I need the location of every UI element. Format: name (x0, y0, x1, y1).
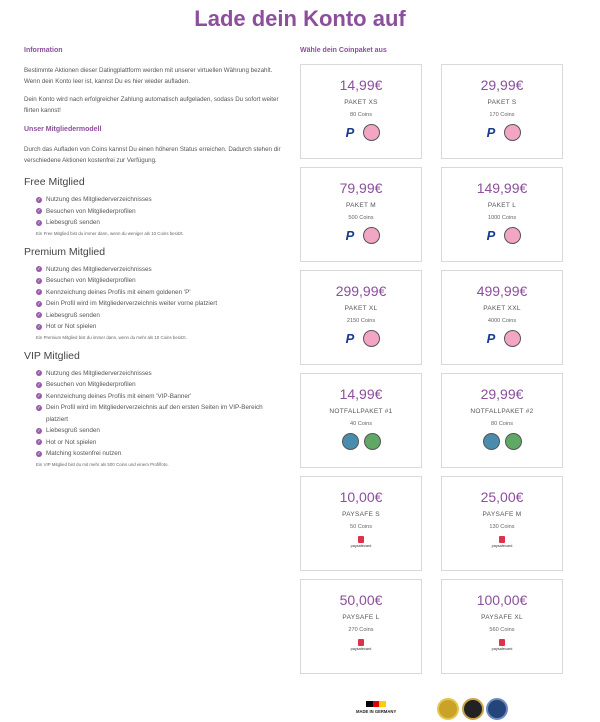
paypal-glyph: P (345, 124, 355, 140)
check-circle-icon: ✓ (37, 439, 41, 444)
package-card[interactable] (441, 64, 563, 159)
check-circle-icon: ✓ (37, 277, 41, 283)
paypal-glyph: P (486, 227, 496, 243)
tier-title: Free Mitglied (24, 176, 85, 188)
tier-feature-label: Hot or Not spielen (46, 438, 97, 446)
tier-feature-label: Nutzung des Mitgliederverzeichnisses (46, 196, 152, 203)
check-circle-icon: ✓ (37, 404, 41, 410)
payment-methods (301, 433, 421, 450)
paysafecard-button[interactable] (442, 536, 562, 548)
lock-icon (358, 639, 364, 646)
paypal-icon[interactable] (483, 330, 499, 346)
tier-feature (36, 448, 286, 460)
check-circle-icon: ✓ (37, 300, 41, 306)
globe-phone-icon[interactable] (342, 433, 359, 450)
paysafecard-button[interactable] (301, 536, 421, 548)
package-card[interactable] (300, 579, 422, 674)
tier-feature (36, 206, 286, 218)
package-coins: 170 Coins (489, 112, 515, 118)
package-coins: 270 Coins (348, 627, 374, 633)
package-card[interactable] (441, 476, 563, 571)
package-price: 50,00€ (339, 592, 383, 608)
check-circle-icon: ✓ (37, 427, 41, 433)
package-coins: 50 Coins (349, 524, 373, 530)
paypal-icon[interactable] (342, 124, 358, 140)
globe-phone-icon[interactable] (483, 433, 500, 450)
tier-feature (36, 321, 286, 333)
package-coins: 500 Coins (348, 215, 374, 221)
card-payment-icon[interactable] (504, 227, 521, 244)
tier-feature-label: Hot or Not spielen (46, 323, 97, 330)
card-payment-icon[interactable] (363, 330, 380, 347)
package-name: NOTFALLPAKET #2 (470, 408, 534, 415)
check-circle-icon: ✓ (37, 289, 41, 294)
tier-feature (36, 391, 286, 403)
tier-note: Ein Premium Mitglied bist du immer dann, wenn du mehr als 10 Coins besitzt. (36, 334, 187, 340)
paypal-icon[interactable] (483, 227, 499, 243)
package-coins: 40 Coins (349, 421, 373, 427)
tier-feature-label: Nutzung des Mitgliederverzeichnisses (46, 265, 152, 273)
package-name: PAYSAFE XL (481, 614, 523, 621)
package-price: 10,00€ (339, 489, 383, 505)
made-in-germany-label: MADE IN GERMANY (356, 709, 397, 714)
tier-feature (36, 437, 286, 449)
package-card[interactable] (441, 270, 563, 365)
paysafecard-button[interactable] (301, 639, 421, 651)
card-payment-icon[interactable] (363, 124, 380, 141)
package-price: 14,99€ (339, 386, 383, 402)
tier-feature (36, 264, 286, 276)
package-coins: 560 Coins (489, 627, 515, 633)
model-paragraph: Durch das Aufladen von Coins kannst Du einen höheren Status erreichen. Dadurch stehen dir verschiedene Aktionen kostenfrei zur Verfügung. (24, 146, 281, 164)
tier-feature-label: Besuchen von Mitgliederprofilen (46, 381, 136, 388)
ssl-badge-icon (462, 698, 484, 720)
payment-methods (301, 330, 421, 347)
tier-feature (36, 275, 286, 287)
tier-title: VIP Mitglied (24, 349, 80, 362)
package-coins: 4000 Coins (487, 318, 517, 324)
payment-methods (442, 330, 562, 347)
package-coins: 2150 Coins (346, 318, 376, 324)
package-price: 149,99€ (476, 180, 528, 196)
payment-methods (301, 227, 421, 244)
package-coins: 80 Coins (349, 112, 373, 118)
payment-methods (301, 124, 421, 141)
card-payment-icon[interactable] (363, 227, 380, 244)
package-card[interactable] (300, 373, 422, 468)
paysafecard-label: paysafecard (491, 647, 513, 651)
tier-note: Ein Free Mitglied bist du immer dann, wenn du weniger als 10 Coins besitzt. (36, 230, 184, 236)
tier-feature-label: Liebesgruß senden (46, 311, 100, 319)
card-payment-icon[interactable] (504, 330, 521, 347)
german-flag-icon (366, 701, 386, 707)
package-price: 14,99€ (339, 77, 383, 93)
tier-feature-label: Liebesgruß senden (46, 219, 100, 226)
payment-methods (442, 227, 562, 244)
paysafecard-label: paysafecard (350, 544, 372, 548)
package-name: PAYSAFE M (482, 511, 522, 518)
page-title: Lade dein Konto auf (194, 6, 406, 31)
tier-feature-label: Liebesgruß senden (46, 427, 100, 434)
package-card[interactable] (441, 579, 563, 674)
package-price: 299,99€ (335, 283, 387, 299)
tier-feature-label: Besuchen von Mitgliederprofilen (46, 207, 136, 215)
tier-feature-label: Matching kostenfrei nutzen (46, 450, 122, 457)
package-price: 29,99€ (480, 386, 524, 402)
package-name: NOTFALLPAKET #1 (329, 408, 393, 415)
package-card[interactable] (300, 167, 422, 262)
tier-feature-label: Kennzeichung deines Profils mit einem goldenen 'P' (46, 288, 191, 296)
package-card[interactable] (300, 476, 422, 571)
tier-feature-label: Dein Profil wird im Mitgliederverzeichnis auf den ersten Seiten im VIP-Bereich platziert (46, 404, 263, 423)
check-circle-icon: ✓ (37, 208, 41, 213)
info-column (24, 47, 286, 467)
package-card[interactable] (300, 270, 422, 365)
info-paragraph-2: Dein Konto wird nach erfolgreicher Zahlung automatisch aufgeladen, sodass Du sofort weiter flirten kannst! (24, 96, 279, 114)
tier-feature (36, 287, 286, 299)
tier-feature (36, 310, 286, 322)
lock-icon (499, 536, 505, 543)
info-paragraph-1: Bestimmte Aktionen dieser Datingplattform werden mit unserer virtuellen Währung bezahlt. Wenn dein Konto leer ist, kannst Du es hier wieder aufladen. (24, 67, 273, 85)
paypal-icon[interactable] (342, 227, 358, 243)
made-in-germany-badge (356, 701, 396, 714)
model-heading: Unser Mitgliedermodell (24, 126, 102, 133)
tier-note: Ein VIP Mitglied bist du mit mehr als 500 Coins und einem Profilfoto. (36, 461, 169, 467)
paypal-glyph: P (345, 227, 355, 243)
tier-feature (36, 379, 286, 391)
package-name: PAKET S (487, 99, 517, 106)
check-circle-icon: ✓ (37, 450, 41, 456)
paysafecard-label: paysafecard (491, 544, 513, 548)
package-name: PAKET M (345, 202, 377, 209)
package-coins: 80 Coins (490, 421, 514, 427)
tier-feature-label: Kennzeichung deines Profils mit einem 'VIP-Banner' (46, 392, 192, 400)
check-circle-icon: ✓ (37, 266, 41, 271)
tier-list (24, 176, 286, 467)
package-price: 29,99€ (480, 77, 524, 93)
paypal-glyph: P (486, 124, 496, 140)
check-circle-icon: ✓ (37, 370, 41, 375)
package-grid (300, 64, 562, 676)
check-circle-icon: ✓ (37, 323, 41, 329)
package-card[interactable] (300, 64, 422, 159)
paypal-glyph: P (486, 330, 496, 346)
payment-methods (442, 433, 562, 450)
seal-badge-icon (437, 698, 459, 720)
tier-feature (36, 298, 286, 310)
check-circle-icon: ✓ (37, 219, 41, 225)
tier-title: Premium Mitglied (24, 245, 106, 258)
package-name: PAYSAFE L (342, 614, 380, 621)
check-circle-icon: ✓ (37, 312, 41, 317)
package-price: 79,99€ (339, 180, 383, 196)
package-name: PAKET L (487, 202, 517, 209)
package-card[interactable] (441, 373, 563, 468)
packages-heading: Wähle dein Coinpaket aus (300, 47, 387, 54)
footer (0, 696, 600, 720)
package-price: 499,99€ (476, 283, 528, 299)
lock-icon (499, 639, 505, 646)
tier-feature-label: Dein Profil wird im Mitgliederverzeichnis weiter vorne platziert (46, 300, 218, 307)
payment-methods (442, 124, 562, 141)
tier-feature (36, 368, 286, 380)
paysafecard-label: paysafecard (350, 647, 372, 651)
info-heading: Information (24, 47, 63, 54)
paysafecard-button[interactable] (442, 639, 562, 651)
phone-icon[interactable] (505, 433, 522, 450)
package-card[interactable] (441, 167, 563, 262)
card-payment-icon[interactable] (504, 124, 521, 141)
paypal-icon[interactable] (483, 124, 499, 140)
lock-icon (358, 536, 364, 543)
package-coins: 130 Coins (489, 524, 515, 530)
package-coins: 1000 Coins (487, 215, 517, 221)
tier-feature (36, 194, 286, 206)
package-price: 100,00€ (476, 592, 528, 608)
tier-feature (36, 217, 286, 229)
secure-badge-icon (486, 698, 508, 720)
package-name: PAKET XL (344, 305, 378, 312)
tier-feature (36, 425, 286, 437)
tier-feature-label: Besuchen von Mitgliederprofilen (46, 277, 136, 284)
package-price: 25,00€ (480, 489, 524, 505)
paypal-glyph: P (345, 330, 355, 346)
package-name: PAYSAFE S (342, 511, 380, 518)
package-name: PAKET XXL (483, 305, 521, 312)
check-circle-icon: ✓ (37, 381, 41, 387)
phone-icon[interactable] (364, 433, 381, 450)
check-circle-icon: ✓ (37, 196, 41, 202)
tier-feature (36, 402, 286, 425)
package-name: PAKET XS (344, 99, 378, 106)
check-circle-icon: ✓ (37, 393, 41, 398)
paypal-icon[interactable] (342, 330, 358, 346)
tier-feature-label: Nutzung des Mitgliederverzeichnisses (46, 369, 152, 377)
